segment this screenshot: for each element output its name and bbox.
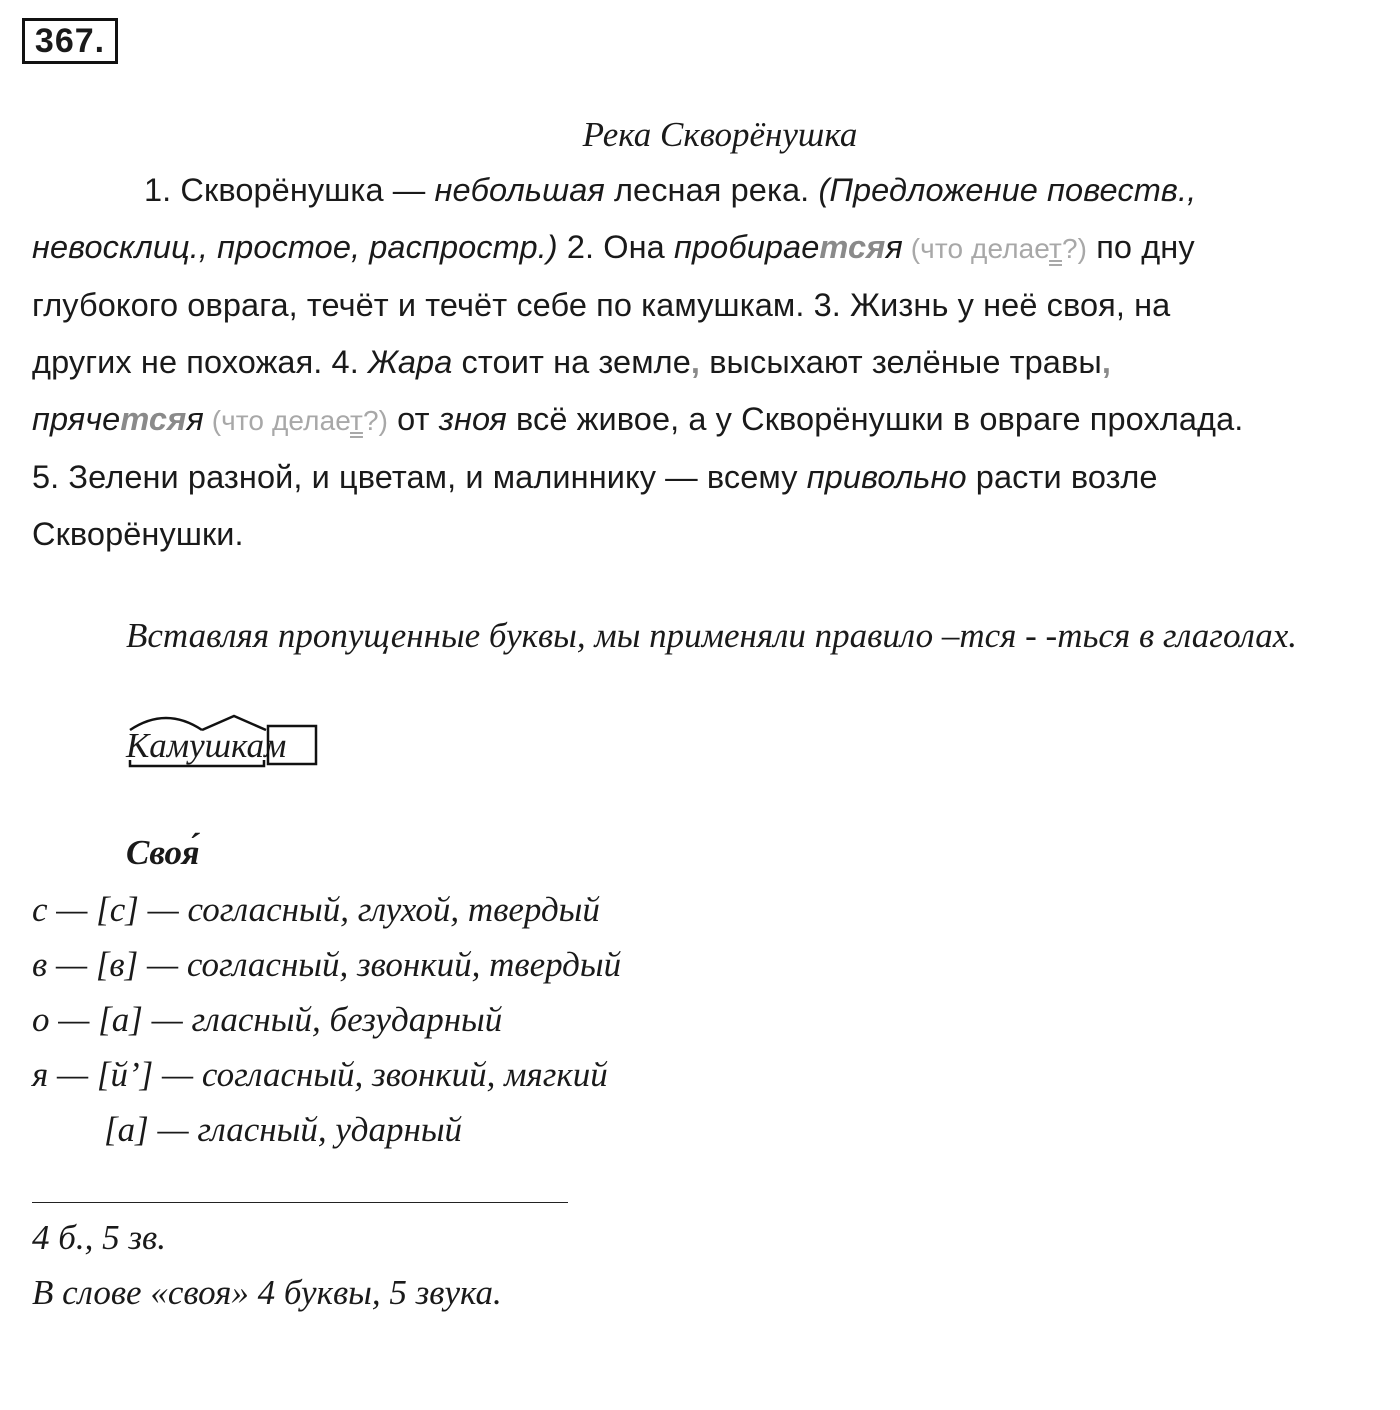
paragraph-line-5: прячетсяя (что делает?) от зноя всё живое, а у Скворёнушки в овраге прохлада.	[32, 401, 1244, 437]
ending-box	[268, 726, 316, 764]
verb-question-hint-2: (что делает?)	[203, 405, 389, 436]
paragraph-line-2: невосклиц., простое, распростр.) 2. Она пробираетсяя (что делает?) по дну	[32, 229, 1195, 265]
morph-word: Камушкам	[126, 726, 287, 765]
summary	[32, 1210, 502, 1320]
suffix-caret	[202, 716, 266, 730]
phonetic-analysis	[32, 882, 621, 1157]
text-title: Река Скворёнушка	[582, 115, 858, 154]
phonetic-word: Своя́	[126, 833, 200, 872]
paragraph-line-6: 5. Зелени разной, и цветам, и малиннику — всему привольно расти возле	[32, 459, 1158, 495]
phonetic-row: о — [а] — гласный, безударный	[32, 1000, 503, 1039]
paragraph-line-3: глубокого оврага, течёт и течёт себе по камушкам. 3. Жизнь у неё своя, на	[32, 287, 1171, 323]
stem-bracket	[130, 760, 264, 766]
morpheme-analysis	[126, 708, 326, 772]
phonetic-row: я — [й’] — согласный, звонкий, мягкий	[32, 1055, 608, 1094]
paragraph-line-4: других не похожая. 4. Жара стоит на земле, высыхают зелёные травы,	[32, 344, 1111, 380]
paragraph-line-7: Скворёнушки.	[32, 516, 244, 552]
main-paragraph	[32, 162, 1394, 563]
summary-short: 4 б., 5 зв.	[32, 1218, 166, 1257]
rule-note: Вставляя пропущенные буквы, мы применяли правило –тся - -ться в глаголах.	[126, 616, 1298, 655]
morpheme-marks	[126, 708, 326, 772]
phonetic-row: в — [в] — согласный, звонкий, твердый	[32, 945, 622, 984]
root-arc	[130, 718, 202, 730]
paragraph-line-1: 1. Скворёнушка — небольшая лесная река. (Предложение повеств.,	[144, 172, 1197, 208]
exercise-number: 367.	[22, 18, 118, 64]
phonetic-row: с — [с] — согласный, глухой, твердый	[32, 890, 600, 929]
verb-question-hint: (что делает?)	[902, 233, 1088, 264]
divider	[32, 1202, 568, 1203]
summary-full: В слове «своя» 4 буквы, 5 звука.	[32, 1273, 502, 1312]
phonetic-row: [а] — гласный, ударный	[104, 1110, 463, 1149]
